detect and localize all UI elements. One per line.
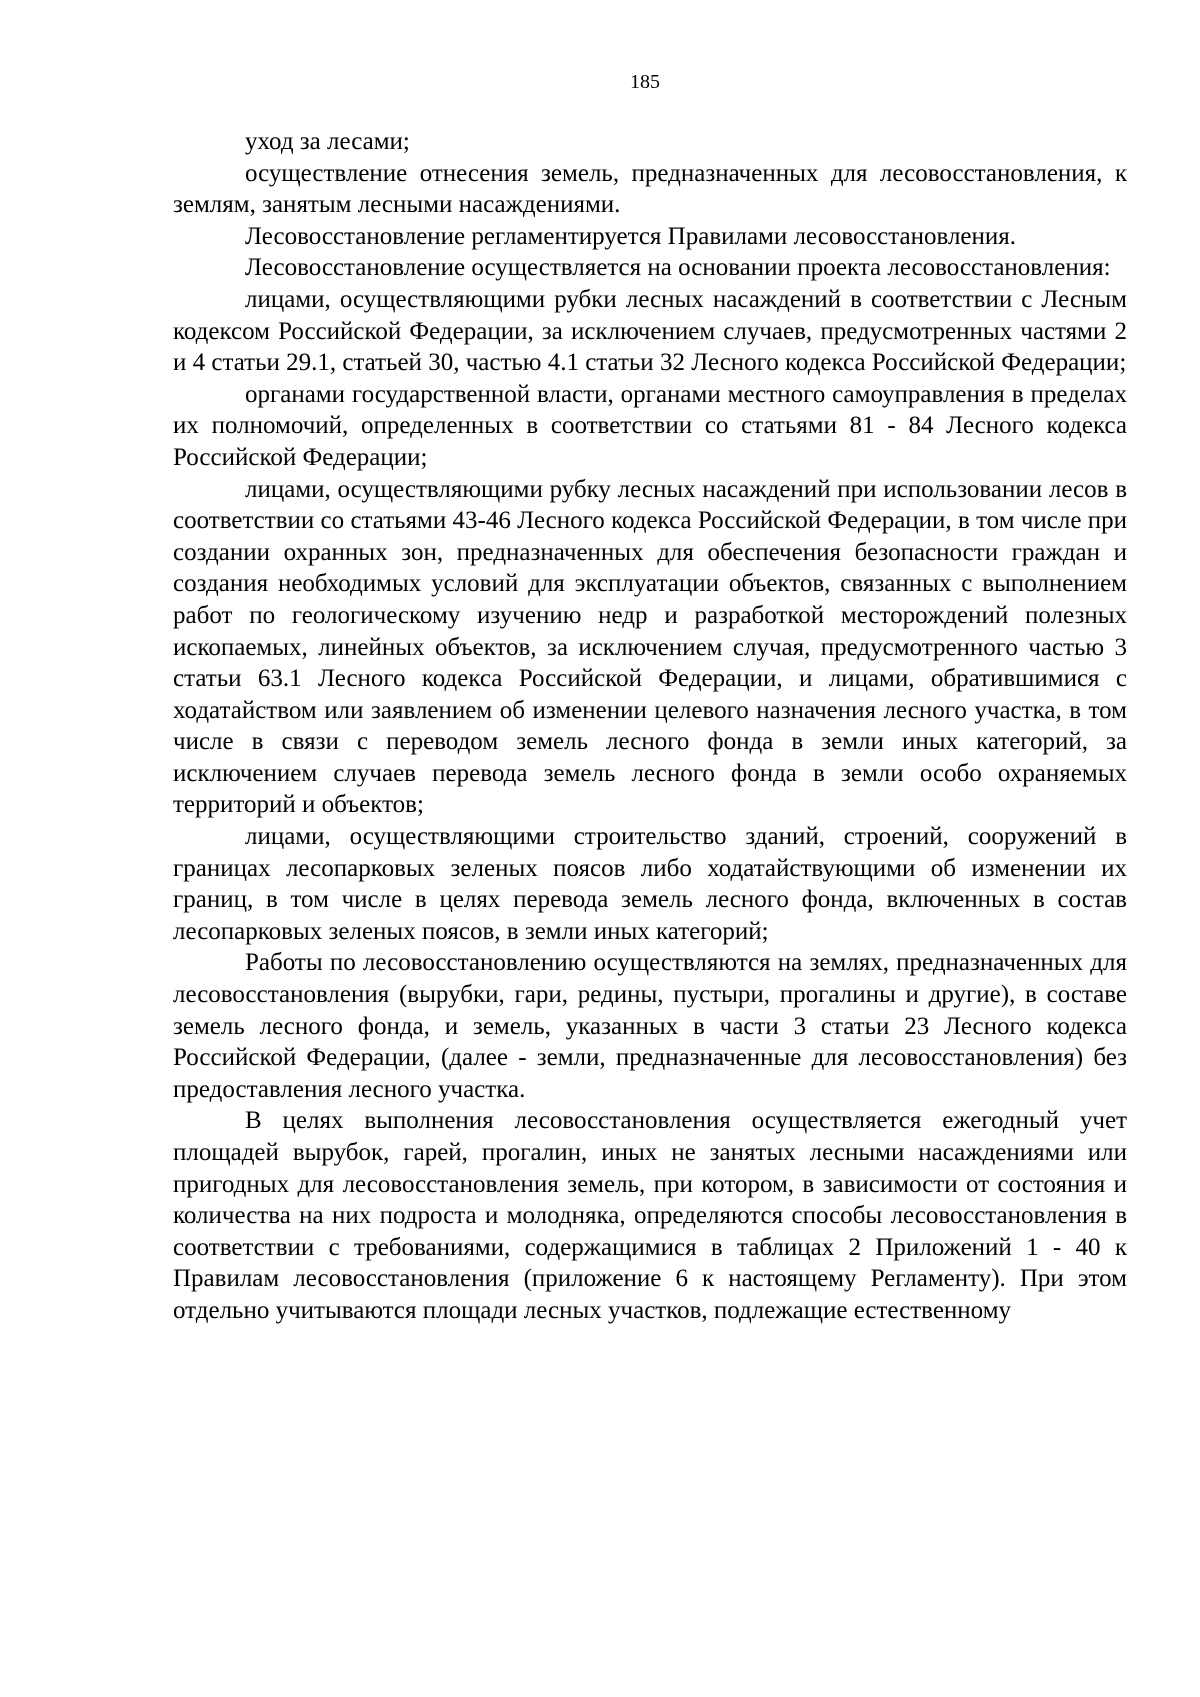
paragraph-project-basis: Лесовосстановление осуществляется на основании проекта лесовосстановления:: [245, 254, 1111, 282]
paragraph-logging-entities: лицами, осуществляющими рубки лесных насаждений в соответствии с Лесным кодексом Российской Федерации, за исключением случаев, предусмотренных частями 2 и 4 статьи 29.1, статьей 30, частью 4.1 статьи 32 Лесного кодекса Российской Федерации;: [173, 285, 1127, 377]
paragraph-authorities: органами государственной власти, органами местного самоуправления в пределах их полномочий, определенных в соответствии со статьями 81 - 84 Лесного кодекса Российской Федерации;: [173, 380, 1127, 471]
paragraph-forest-use-entities: лицами, осуществляющими рубку лесных насаждений при использовании лесов в соответствии со статьями 43-46 Лесного кодекса Российской Федерации, в том числе при создании охранных зон, предназначенных для обеспечения безопасности граждан и создания необходимых условий для эксплуатации объектов, связанных с выполнением работ по геологическому изучению недр и разработкой месторождений полезных ископаемых, линейных объектов, за исключением случая, предусмотренного частью 3 статьи 63.1 Лесного кодекса Российской Федерации, и лицами, обратившимися с ходатайством или заявлением об изменении целевого назначения лесного участка, в том числе в связи с переводом земель лесного фонда в земли иных категорий, за исключением случаев перевода земель лесного фонда в земли особо охраняемых территорий и объектов;: [173, 475, 1127, 819]
paragraph-restoration-works: Работы по лесовосстановлению осуществляются на землях, предназначенных для лесовосстановления (вырубки, гари, редины, пустыри, прогалины и другие), в составе земель лесного фонда, и земель, указанных в части 3 статьи 23 Лесного кодекса Российской Федерации, (далее - земли, предназначенные для лесовосстановления) без предоставления лесного участка.: [173, 949, 1127, 1103]
paragraph-annual-accounting: В целях выполнения лесовосстановления осуществляется ежегодный учет площадей вырубок, гарей, прогалин, иных не занятых лесными насаждениями или пригодных для лесовосстановления земель, при котором, в зависимости от состояния и количества на них подроста и молодняка, определяются способы лесовосстановления в соответствии с требованиями, содержащимися в таблицах 2 Приложений 1 - 40 к Правилам лесовосстановления (приложение 6 к настоящему Регламенту). При этом отдельно учитываются площади лесных участков, подлежащие естественному: [173, 1107, 1127, 1324]
page-number: 185: [630, 71, 660, 93]
paragraph-regulation: Лесовосстановление регламентируется Правилами лесовосстановления.: [245, 222, 1017, 250]
paragraph-construction-entities: лицами, осуществляющими строительство зданий, строений, сооружений в границах лесопарковых зеленых поясов либо ходатайствующими об изменении их границ, в том числе в целях перевода земель лесного фонда, включенных в состав лесопарковых зеленых поясов, в земли иных категорий;: [173, 823, 1127, 945]
document-body: [173, 126, 1127, 1327]
paragraph-land-classification: осуществление отнесения земель, предназначенных для лесовосстановления, к землям, занятым лесными насаждениями.: [173, 159, 1127, 219]
paragraph-forest-care: уход за лесами;: [245, 128, 410, 155]
